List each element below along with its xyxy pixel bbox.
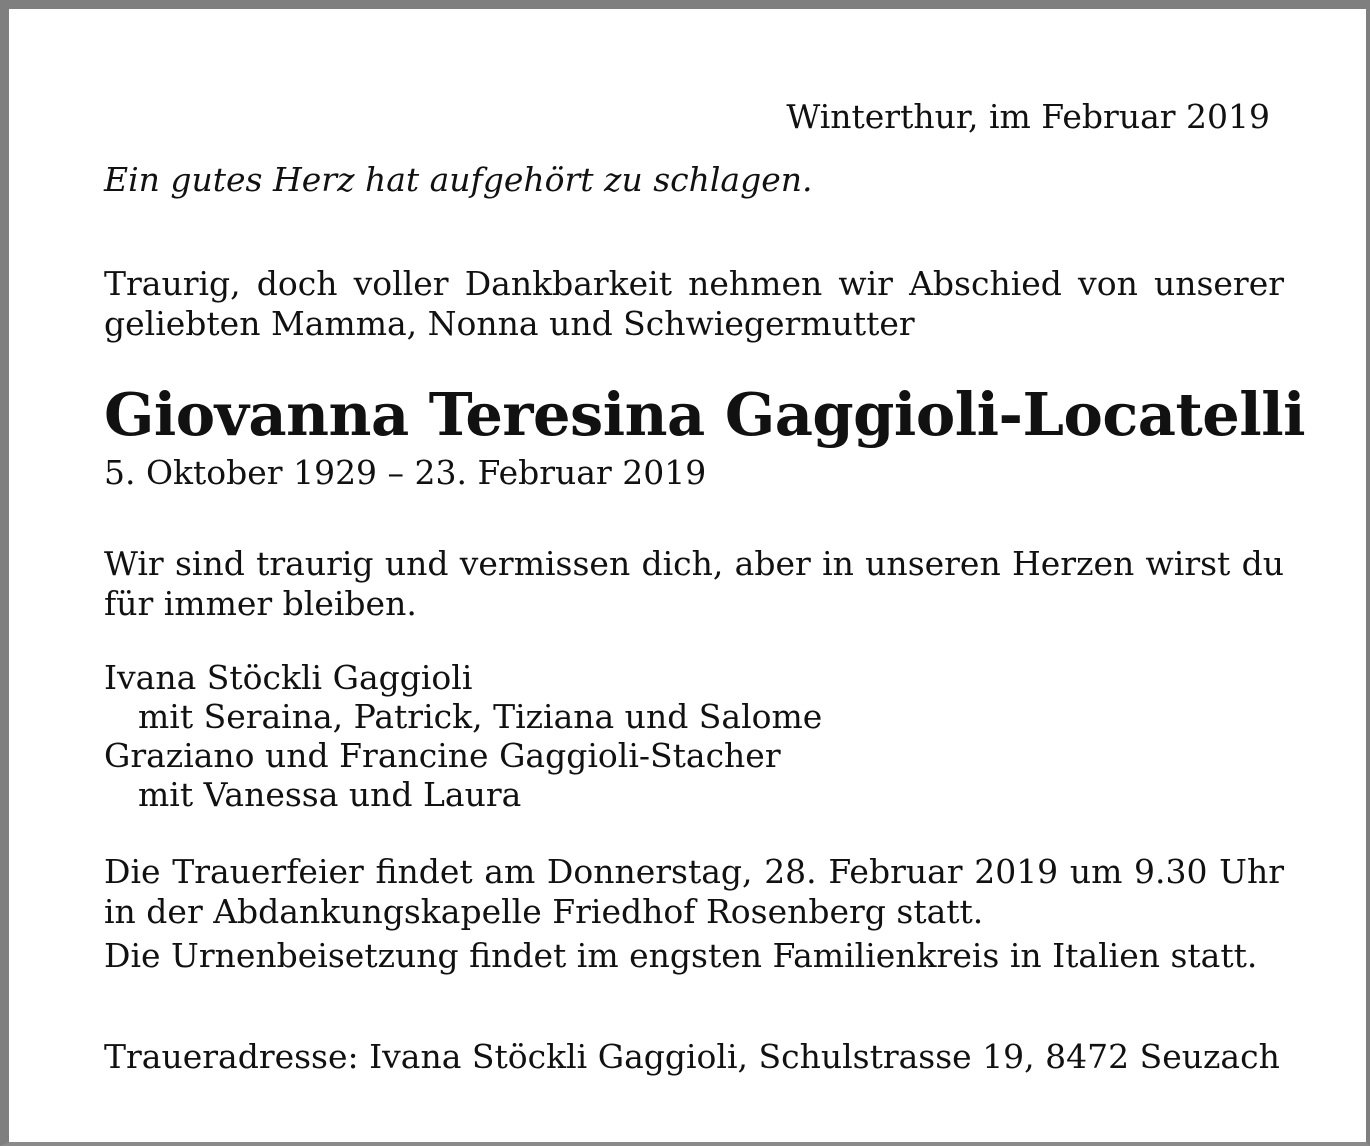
remembrance-text: Wir sind traurig und vermissen dich, aber in unseren Herzen wirst du für immer bleiben.: [104, 544, 1284, 623]
mourner-line: Graziano und Francine Gaggioli-Stacher: [104, 736, 781, 775]
mourners-list: [104, 658, 822, 814]
intro-text: Traurig, doch voller Dankbarkeit nehmen wir Abschied von unserer geliebten Mamma, Nonna und Schwiegermutter: [104, 264, 1284, 343]
life-dates: 5. Oktober 1929 – 23. Februar 2019: [104, 453, 707, 492]
mourner-line: mit Seraina, Patrick, Tiziana und Salome: [138, 697, 823, 736]
place-date: Winterthur, im Februar 2019: [786, 97, 1270, 136]
funeral-info: Die Trauerfeier findet am Donnerstag, 28. Februar 2019 um 9.30 Uhr in der Abdankungskapelle Friedhof Rosenberg statt.: [104, 852, 1284, 931]
mourning-address: Traueradresse: Ivana Stöckli Gaggioli, Schulstrasse 19, 8472 Seuzach: [104, 1037, 1280, 1076]
deceased-name: Giovanna Teresina Gaggioli-Locatelli: [104, 380, 1306, 449]
mourner-line: mit Vanessa und Laura: [138, 775, 522, 814]
motto: Ein gutes Herz hat aufgehört zu schlagen.: [104, 160, 813, 199]
urn-burial-info: Die Urnenbeisetzung findet im engsten Familienkreis in Italien statt.: [104, 936, 1258, 975]
mourner-line: Ivana Stöckli Gaggioli: [104, 658, 473, 697]
